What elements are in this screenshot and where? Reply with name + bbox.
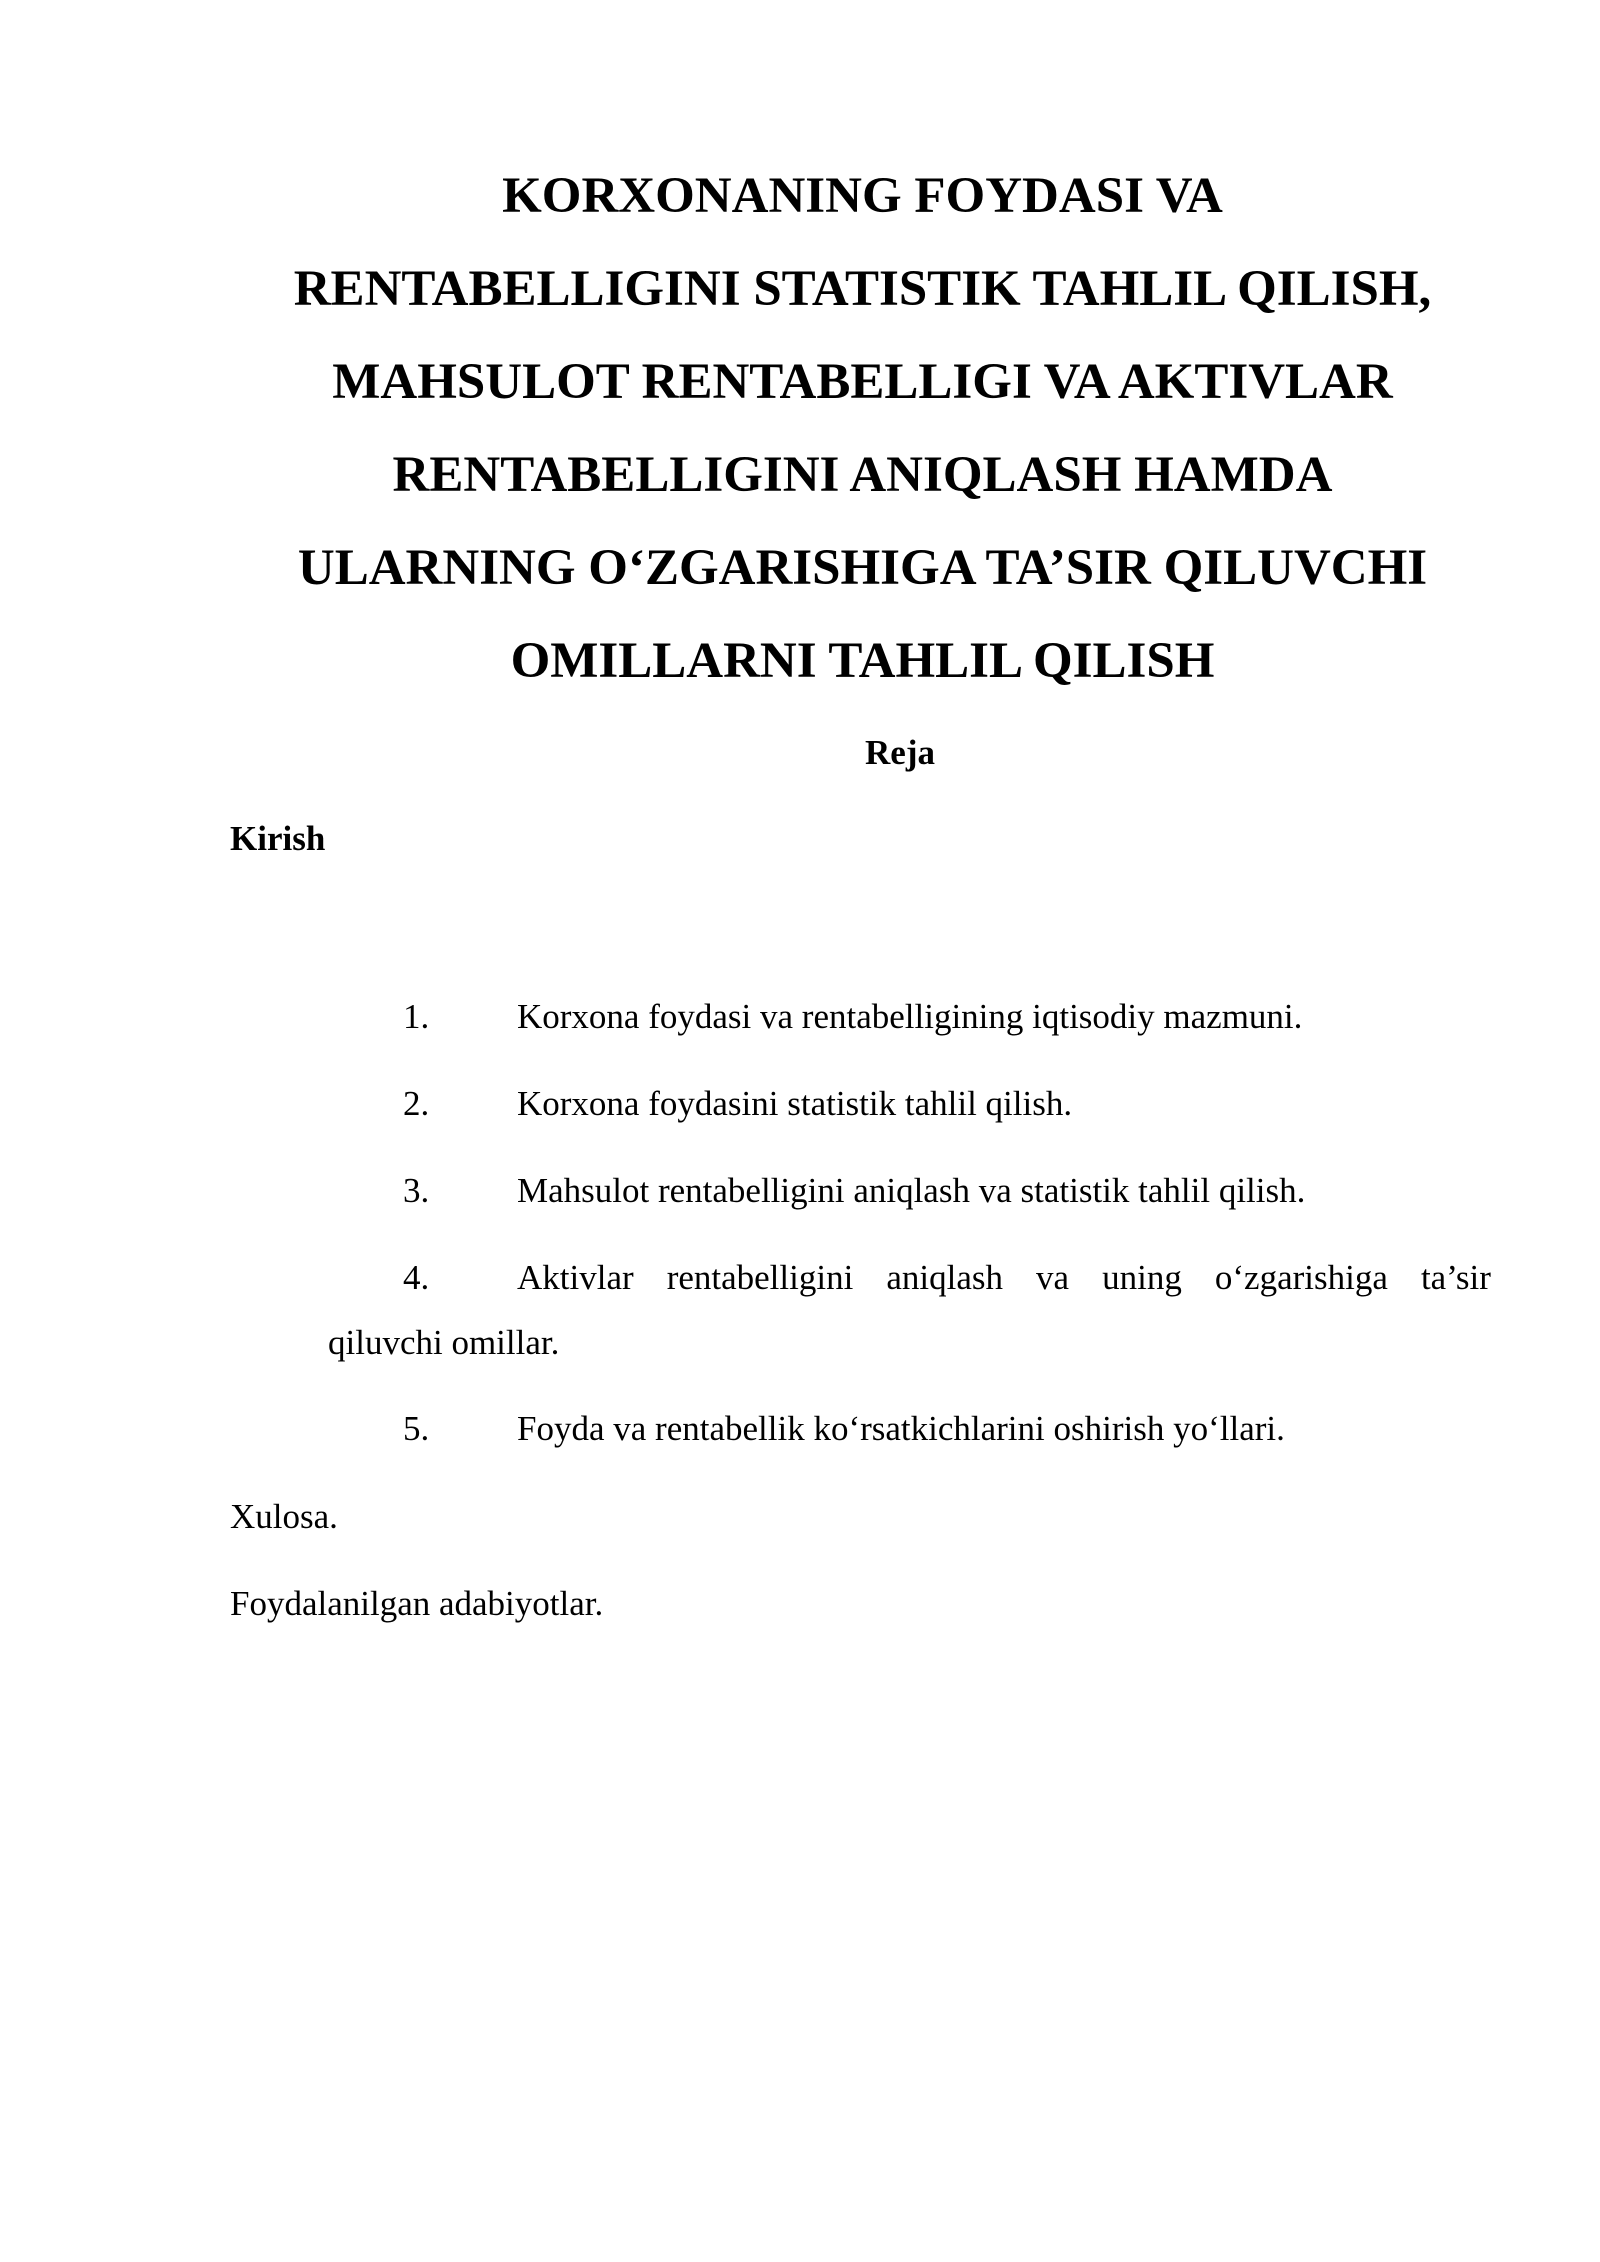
conclusion: Xulosa.	[230, 1497, 338, 1536]
document-title	[230, 150, 1495, 708]
plan-item-word: uning	[1102, 1258, 1182, 1297]
title-line: RENTABELLIGINI ANIQLASH HAMDA	[392, 447, 1333, 503]
plan-item-number: 1.	[403, 997, 430, 1036]
plan-item-number: 5.	[403, 1409, 430, 1448]
plan-item-word: va	[1036, 1258, 1070, 1297]
plan-item-number: 3.	[403, 1171, 430, 1210]
plan-item-number: 4.	[403, 1258, 430, 1297]
references: Foydalanilgan adabiyotlar.	[230, 1584, 604, 1623]
title-line: RENTABELLIGINI STATISTIK TAHLIL QILISH,	[293, 261, 1432, 317]
plan-item-word: rentabelligini	[666, 1258, 854, 1297]
title-line: ULARNING O‘ZGARISHIGA TA’SIR QILUVCHI	[297, 540, 1428, 596]
plan-item-word: o‘zgarishiga	[1214, 1258, 1388, 1297]
plan-heading: Reja	[865, 733, 935, 772]
plan-item-continuation: qiluvchi omillar.	[328, 1323, 560, 1362]
plan-item-text: Korxona foydasi va rentabelligining iqtisodiy mazmuni.	[517, 997, 1303, 1036]
plan-item-text: Mahsulot rentabelligini aniqlash va statistik tahlil qilish.	[517, 1171, 1306, 1210]
plan-item-text: Foyda va rentabellik ko‘rsatkichlarini oshirish yo‘llari.	[517, 1409, 1285, 1448]
plan-item-text	[517, 1245, 1491, 1310]
title-line: OMILLARNI TAHLIL QILISH	[510, 633, 1215, 689]
plan-item-number: 2.	[403, 1084, 430, 1123]
intro-heading: Kirish	[230, 819, 326, 858]
title-line: MAHSULOT RENTABELLIGI VA AKTIVLAR	[332, 354, 1393, 410]
plan-item-word: aniqlash	[886, 1258, 1003, 1297]
title-line: KORXONANING FOYDASI VA	[502, 168, 1223, 224]
plan-item-word: ta’sir	[1420, 1258, 1491, 1297]
plan-item-word: Aktivlar	[517, 1258, 634, 1297]
plan-item-text: Korxona foydasini statistik tahlil qilish.	[517, 1084, 1073, 1123]
